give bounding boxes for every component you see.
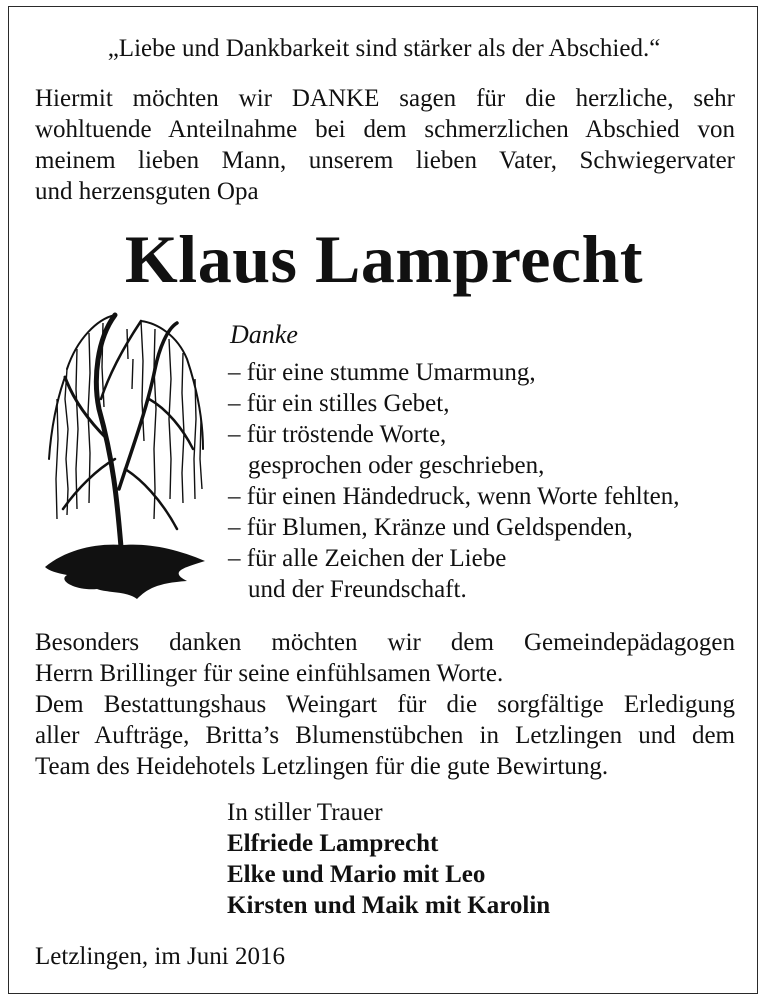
danke-item-continuation: und der Freundschaft. — [248, 576, 467, 603]
thanks-line: Team des Heidehotels Letzlingen für die gute Bewirtung. — [35, 753, 609, 780]
danke-item: – für ein stilles Gebet, — [228, 390, 450, 417]
danke-item: – für alle Zeichen der Liebe — [228, 545, 507, 572]
mourner-name: Elfriede Lamprecht — [227, 830, 439, 857]
danke-title: Danke — [230, 320, 298, 349]
mourner-name: Elke und Mario mit Leo — [227, 861, 486, 888]
obituary-notice — [8, 6, 758, 994]
danke-item: – für Blumen, Kränze und Geldspenden, — [228, 514, 633, 541]
danke-item: – für einen Händedruck, wenn Worte fehlten, — [228, 483, 680, 510]
weeping-willow-icon — [37, 299, 209, 605]
intro-line: meinem lieben Mann, unserem lieben Vater, Schwiegervater — [35, 147, 735, 174]
quote: „Liebe und Dankbarkeit sind stärker als der Abschied.“ — [107, 35, 661, 62]
intro-line: Hiermit möchten wir DANKE sagen für die herzliche, sehr — [35, 85, 735, 112]
thanks-line: Besonders danken möchten wir dem Gemeindepädagogen — [35, 629, 735, 656]
deceased-name: Klaus Lamprecht — [124, 221, 644, 297]
intro-line: und herzensguten Opa — [35, 178, 259, 205]
danke-item: – für tröstende Worte, — [228, 421, 447, 448]
thanks-line: Dem Bestattungshaus Weingart für die sorgfältige Erledigung — [35, 691, 735, 718]
mourners-intro: In stiller Trauer — [227, 799, 383, 826]
thanks-line: Herrn Brillinger für seine einfühlsamen Worte. — [35, 660, 504, 687]
thanks-paragraph — [35, 627, 735, 782]
thanks-line: aller Aufträge, Britta’s Blumenstübchen in Letzlingen und dem — [35, 722, 735, 749]
intro-line: wohltuende Anteilnahme bei dem schmerzlichen Abschied von — [35, 116, 735, 143]
place-date: Letzlingen, im Juni 2016 — [35, 943, 285, 970]
danke-item-continuation: gesprochen oder geschrieben, — [248, 452, 545, 479]
intro-paragraph — [35, 83, 735, 207]
mourners-block — [227, 797, 550, 921]
danke-list — [228, 357, 680, 605]
mourner-name: Kirsten und Maik mit Karolin — [227, 892, 551, 919]
danke-item: – für eine stumme Umarmung, — [228, 359, 536, 386]
